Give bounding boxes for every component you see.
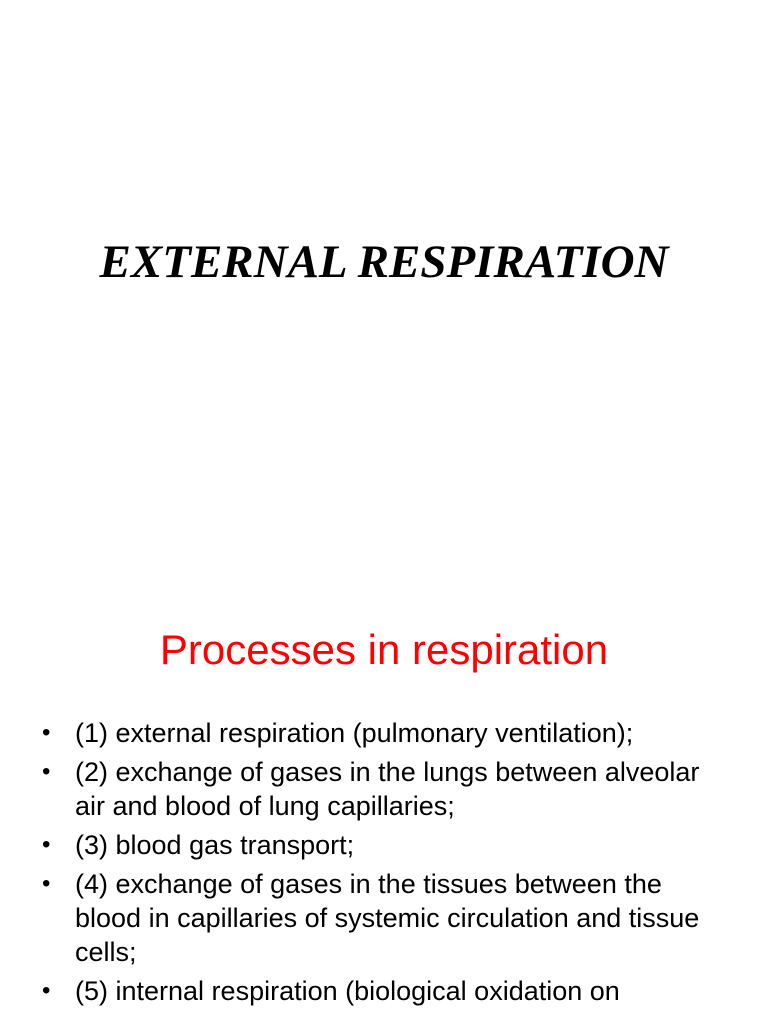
list-item-text: (4) exchange of gases in the tissues between the blood in capillaries of systemic circulation and tissue cells; <box>75 869 700 967</box>
bullet-icon: • <box>42 977 51 1004</box>
list-item <box>0 867 768 969</box>
content-slide <box>0 576 768 1024</box>
slide-heading: Processes in respiration <box>159 626 609 673</box>
bullet-list <box>0 716 768 1013</box>
list-item <box>0 828 768 862</box>
bullet-icon: • <box>42 870 51 897</box>
bullet-icon: • <box>42 719 51 746</box>
list-item <box>0 716 768 750</box>
bullet-icon: • <box>42 831 51 858</box>
list-item-text: (3) blood gas transport; <box>75 830 355 860</box>
list-item <box>0 974 768 1008</box>
bullet-icon: • <box>42 758 51 785</box>
list-item-text: (2) exchange of gases in the lungs between alveolar air and blood of lung capillaries; <box>75 757 700 821</box>
slide-title: EXTERNAL RESPIRATION <box>99 236 669 288</box>
list-item-text: (1) external respiration (pulmonary ventilation); <box>75 718 634 748</box>
list-item <box>0 755 768 823</box>
list-item-text: (5) internal respiration (biological oxidation on <box>75 976 620 1006</box>
